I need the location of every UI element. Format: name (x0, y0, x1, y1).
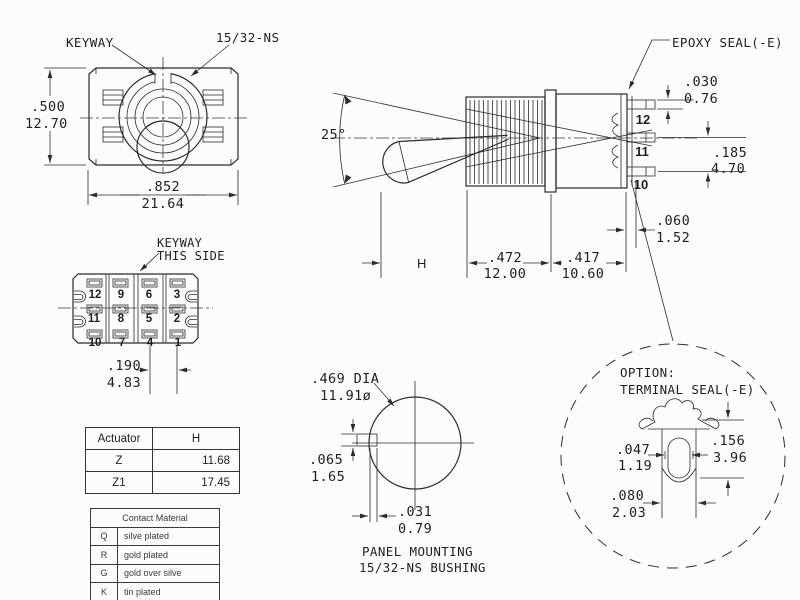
seal-blob (639, 399, 719, 429)
pin-11: 11 (87, 313, 101, 325)
pin-pitch-in: .190 (106, 358, 141, 374)
term-pitch-mm: 4.70 (711, 161, 746, 177)
key-width-in: .031 (398, 504, 433, 520)
table-row (86, 450, 240, 472)
bushing-threads (470, 100, 542, 184)
contact-material-table (90, 508, 220, 600)
actuator-z-h: 11.68 (153, 450, 240, 472)
bushing (466, 97, 545, 186)
front-height-mm: 12.70 (25, 116, 68, 132)
pin-5: 5 (145, 313, 153, 325)
pin-2: 2 (173, 313, 181, 325)
hole-dia-in: .469 DIA (311, 371, 380, 387)
detail-leader (631, 180, 673, 341)
seal-th-in: .030 (684, 74, 719, 90)
actuator-z1: Z1 (86, 472, 153, 494)
panel-mounting-view (309, 371, 486, 575)
seal-gap-mm: 1.52 (656, 230, 691, 246)
key-height-in: .065 (309, 452, 344, 468)
front-thread-label: 15/32-NS (216, 30, 280, 45)
pin-3: 3 (173, 289, 181, 301)
epoxy-seal-label: EPOXY SEAL(-E) (672, 35, 783, 50)
actuator-header: Actuator (86, 428, 153, 450)
hole-dia-mm: 11.91ø (320, 388, 372, 404)
h-dim-label: H (417, 256, 427, 271)
contact-material-header: Contact Material (91, 509, 220, 528)
front-width-in: .852 (145, 179, 181, 195)
panel-mounting-caption-1: PANEL MOUNTING (362, 544, 473, 559)
body-len-mm: 10.60 (561, 266, 605, 282)
key-width-mm: 0.79 (398, 521, 433, 537)
contact-hooks (612, 113, 618, 168)
keyway-notch (357, 434, 377, 446)
contact-code-g: G (91, 564, 118, 583)
shaft-width-in: .080 (610, 488, 645, 504)
seal-height-in: .156 (711, 433, 746, 449)
terminal-10-label: 10 (633, 177, 649, 192)
pin-8: 8 (117, 313, 125, 325)
pin-9: 9 (117, 289, 125, 301)
body-len-in: .417 (565, 250, 601, 266)
seal-height-mm: 3.96 (713, 450, 748, 466)
flange (545, 90, 556, 192)
table-row (86, 472, 240, 494)
slot-width-mm: 1.19 (618, 458, 653, 474)
pin-1: 1 (174, 337, 182, 349)
bottom-view (58, 236, 225, 394)
contact-code-q: Q (91, 527, 118, 546)
option-title: OPTION: (620, 365, 676, 380)
table-row (91, 546, 220, 565)
pin-4: 4 (146, 337, 154, 349)
terminal-11-label: 11 (635, 144, 649, 159)
switch-body (556, 94, 627, 188)
seal-gap-in: .060 (656, 213, 691, 229)
pin-6: 6 (145, 289, 153, 301)
table-row (91, 564, 220, 583)
shaft-width-mm: 2.03 (612, 505, 647, 521)
terminal-slots (87, 279, 185, 338)
terminal-slot (668, 438, 690, 478)
terminal-numbers (88, 289, 182, 349)
contact-code-r: R (91, 546, 118, 565)
pin-12: 12 (88, 289, 102, 301)
actuator-z1-h: 17.45 (153, 472, 240, 494)
h-header: H (153, 428, 240, 450)
actuator-table (85, 427, 240, 494)
terminal-shaft (662, 429, 696, 518)
pin-10: 10 (88, 337, 102, 349)
panel-mounting-caption-2: 15/32-NS BUSHING (359, 560, 486, 575)
table-row (91, 527, 220, 546)
bushing-len-in: .472 (487, 250, 523, 266)
contact-code-k: K (91, 583, 118, 600)
terminal-seal-title: TERMINAL SEAL(-E) (620, 382, 755, 397)
pin-7: 7 (118, 337, 126, 349)
table-row (86, 428, 240, 450)
terminal-12-label: 12 (635, 112, 651, 127)
front-height-in: .500 (31, 99, 66, 115)
front-width-mm: 21.64 (141, 196, 185, 212)
contact-desc-q: silve plated (118, 527, 220, 546)
slot-width-in: .047 (616, 442, 651, 458)
contact-desc-r: gold plated (118, 546, 220, 565)
seal-th-mm: 0.76 (684, 91, 719, 107)
front-view (25, 30, 279, 212)
term-pitch-in: .185 (713, 145, 748, 161)
throw-angle-value: 25° (321, 127, 347, 143)
terminal-seal-detail (561, 344, 785, 568)
bushing-len-mm: 12.00 (483, 266, 527, 282)
throw-angle-lines (333, 93, 540, 187)
actuator-z: Z (86, 450, 153, 472)
pin-pitch-mm: 4.83 (106, 375, 141, 391)
contact-desc-k: tin plated (118, 583, 220, 600)
contact-desc-g: gold over silve (118, 564, 220, 583)
side-view (321, 35, 783, 341)
table-row (91, 509, 220, 528)
bottom-keyway-label-2: THIS SIDE (157, 249, 225, 263)
bottom-keyway-label-1: KEYWAY (157, 236, 203, 250)
key-height-mm: 1.65 (311, 469, 346, 485)
front-keyway-label: KEYWAY (66, 35, 114, 50)
table-row (91, 583, 220, 600)
